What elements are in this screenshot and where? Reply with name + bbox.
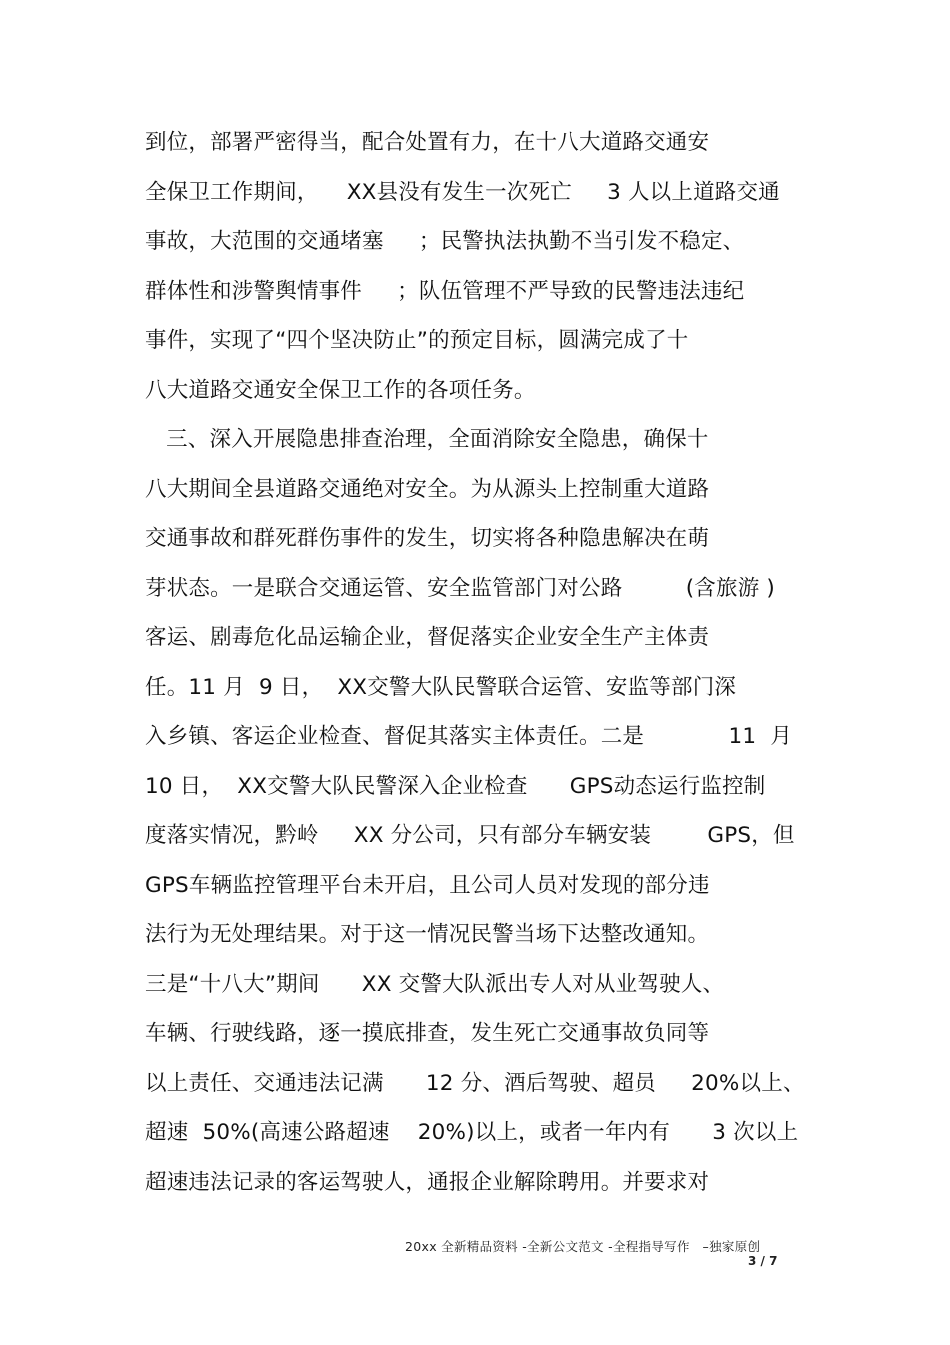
body-text	[145, 118, 825, 1207]
text-line: 八大期间全县道路交通绝对安全。为从源头上控制重大道路	[145, 476, 710, 502]
text-line: 事故，大范围的交通堵塞 ；民警执法执勤不当引发不稳定、	[145, 229, 745, 254]
text-line: 法行为无处理结果。对于这一情况民警当场下达整改通知。	[145, 922, 710, 947]
text-line: 到位，部署严密得当，配合处置有力，在十八大道路交通安	[145, 130, 710, 155]
page-footer: 20xx 全新精品资料 -全新公文范文 -全程指导写作 –独家原创	[405, 1239, 761, 1254]
text-line: 度落实情况，黔岭 XX 分公司，只有部分车辆安装 GPS，但	[145, 823, 795, 848]
page-number: 3 / 7	[748, 1254, 778, 1268]
text-line: GPS车辆监控管理平台未开启，且公司人员对发现的部分违	[145, 872, 710, 898]
text-line: 客运、剧毒危化品运输企业，督促落实企业安全生产主体责	[145, 625, 710, 650]
text-line: 三是“十八大”期间 XX 交警大队派出专人对从业驾驶人、	[145, 971, 725, 997]
text-line: 交通事故和群死群伤事件的发生，切实将各种隐患解决在萌	[145, 526, 710, 551]
text-line: 全保卫工作期间， XX县没有发生一次死亡 3 人以上道路交通	[145, 179, 780, 205]
text-line: 以上责任、交通违法记满 12 分、酒后驾驶、超员 20%以上、	[145, 1070, 805, 1096]
text-line: 10 日， XX交警大队民警深入企业检查 GPS动态运行监控制	[145, 773, 766, 799]
text-line: 群体性和涉警舆情事件 ；队伍管理不严导致的民警违法违纪	[145, 278, 745, 304]
text-line: 任。11 月 9 日， XX交警大队民警联合运管、安监等部门深	[145, 674, 737, 700]
text-line: 三、深入开展隐患排查治理，全面消除安全隐患，确保十	[145, 427, 709, 452]
text-line: 八大道路交通安全保卫工作的各项任务。	[145, 377, 536, 403]
text-line: 车辆、行驶线路，逐一摸底排查，发生死亡交通事故负同等	[145, 1021, 710, 1046]
text-line: 入乡镇、客运企业检查、督促其落实主体责任。二是 11 月	[145, 724, 793, 749]
text-line: 芽状态。一是联合交通运管、安全监管部门对公路 (含旅游 )	[145, 575, 776, 601]
text-line: 超速违法记录的客运驾驶人，通报企业解除聘用。并要求对	[145, 1169, 710, 1195]
text-line: 超速 50%(高速公路超速 20%)以上，或者一年内有 3 次以上	[145, 1120, 799, 1145]
text-line: 事件，实现了“四个坚决防止”的预定目标，圆满完成了十	[145, 328, 689, 353]
